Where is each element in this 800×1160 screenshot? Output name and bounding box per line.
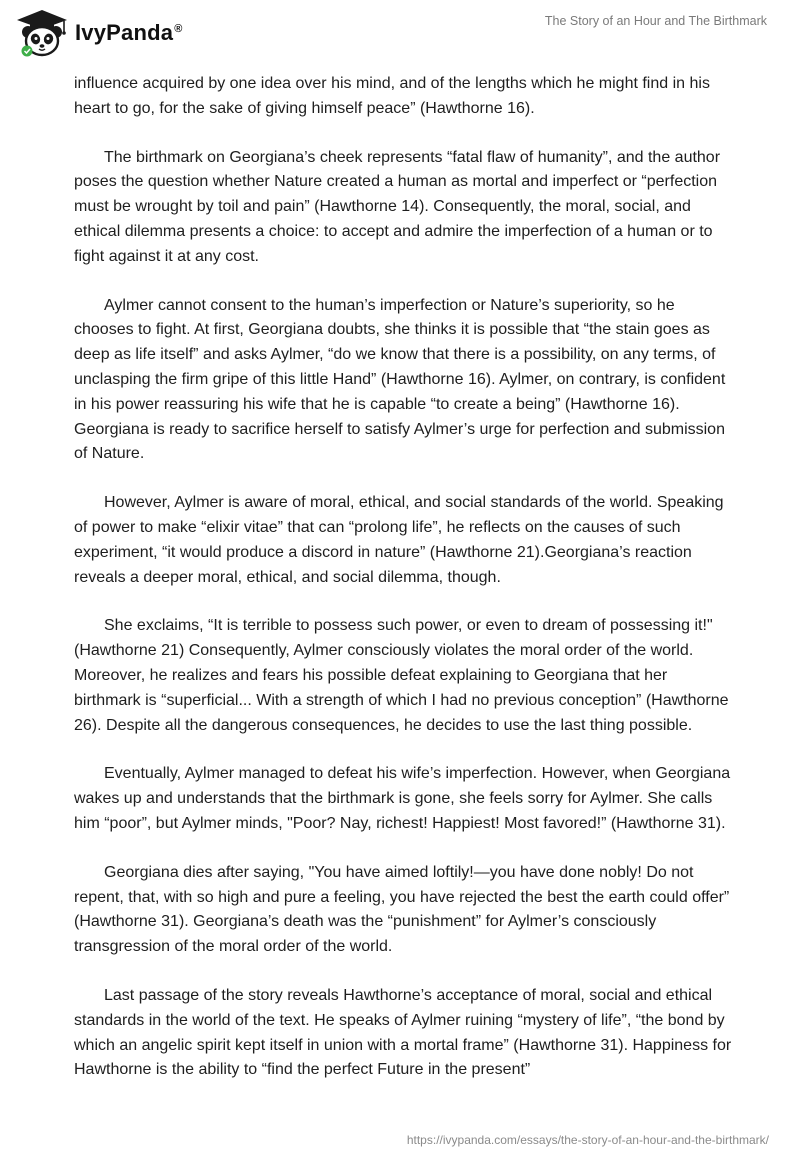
paragraph: She exclaims, “It is terrible to possess such power, or even to dream of possessing it!" (Hawthorne 21) Consequently, Aylmer consciously violates the moral order of the world. Moreover, he realizes and fears his possible defeat explaining to Georgiana that her birthmark is “superficial... With a strength of which I had no previous conception” (Hawthorne 26). Despite all the dangerous consequences, he decides to use the last thing possible.: [74, 617, 729, 734]
paragraph: However, Aylmer is aware of moral, ethical, and social standards of the world. Speaking of power to make “elixir vitae” that can “prolong life”, he reflects on the causes of such experiment, “it would produce a discord in nature” (Hawthorne 21).Georgiana’s reaction reveals a deeper moral, ethical, and social dilemma, though.: [74, 494, 724, 586]
panda-graduate-icon: [15, 8, 69, 58]
paragraph: Georgiana dies after saying, "You have aimed loftily!—you have done nobly! Do not repent, that, with so high and pure a feeling, you have rejected the best the earth could offer” (Hawthorne 31). Georgiana’s death was the “punishment” for Aylmer’s consciously transgression of the moral order of the world.: [74, 863, 730, 956]
paragraph: influence acquired by one idea over his mind, and of the lengths which he might find in his heart to go, for the sake of giving himself peace” (Hawthorne 16).: [74, 75, 710, 117]
paragraph: Eventually, Aylmer managed to defeat his wife’s imperfection. However, when Georgiana wakes up and understands that the birthmark is gone, she feels sorry for Aylmer. She calls him “poor”, but Aylmer minds, "Poor? Nay, richest! Happiest! Most favored!” (Hawthorne 31).: [74, 765, 731, 832]
source-url[interactable]: https://ivypanda.com/essays/the-story-of-an-hour-and-the-birthmark/: [406, 1133, 769, 1147]
essay-body: [74, 72, 736, 1107]
document-title: The Story of an Hour and The Birthmark: [544, 14, 767, 28]
page-header: [0, 0, 800, 64]
brand-logo[interactable]: [15, 8, 183, 58]
paragraph: Last passage of the story reveals Hawthorne’s acceptance of moral, social and ethical standards in the world of the text. He speaks of Aylmer ruining “mystery of life”, “the bond by which an angelic spirit kept itself in union with a mortal frame” (Hawthorne 31). Happiness for Hawthorne is the ability to “find the perfect Future in the present”: [74, 986, 732, 1079]
paragraph: Aylmer cannot consent to the human’s imperfection or Nature’s superiority, so he chooses to fight. At first, Georgiana doubts, she thinks it is possible that “the stain goes as deep as life itself” and asks Aylmer, “do we know that there is a possibility, on any terms, of unclasping the firm gripe of this little Hand” (Hawthorne 16). Aylmer, on contrary, is confident in his power reassuring his wife that he is capable “to create a being” (Hawthorne 16). Georgiana is ready to sacrifice herself to satisfy Aylmer’s urge for perfection and submission of Nature.: [74, 296, 726, 463]
brand-name: IvyPanda®: [75, 20, 183, 45]
paragraph: The birthmark on Georgiana’s cheek represents “fatal flaw of humanity”, and the author poses the question whether Nature created a human as mortal and imperfect or “perfection must be wrought by toil and pain” (Hawthorne 14). Consequently, the moral, social, and ethical dilemma presents a choice: to accept and admire the imperfection of a human or to fight against it at any cost.: [74, 148, 721, 265]
registered-mark: ®: [174, 22, 183, 35]
